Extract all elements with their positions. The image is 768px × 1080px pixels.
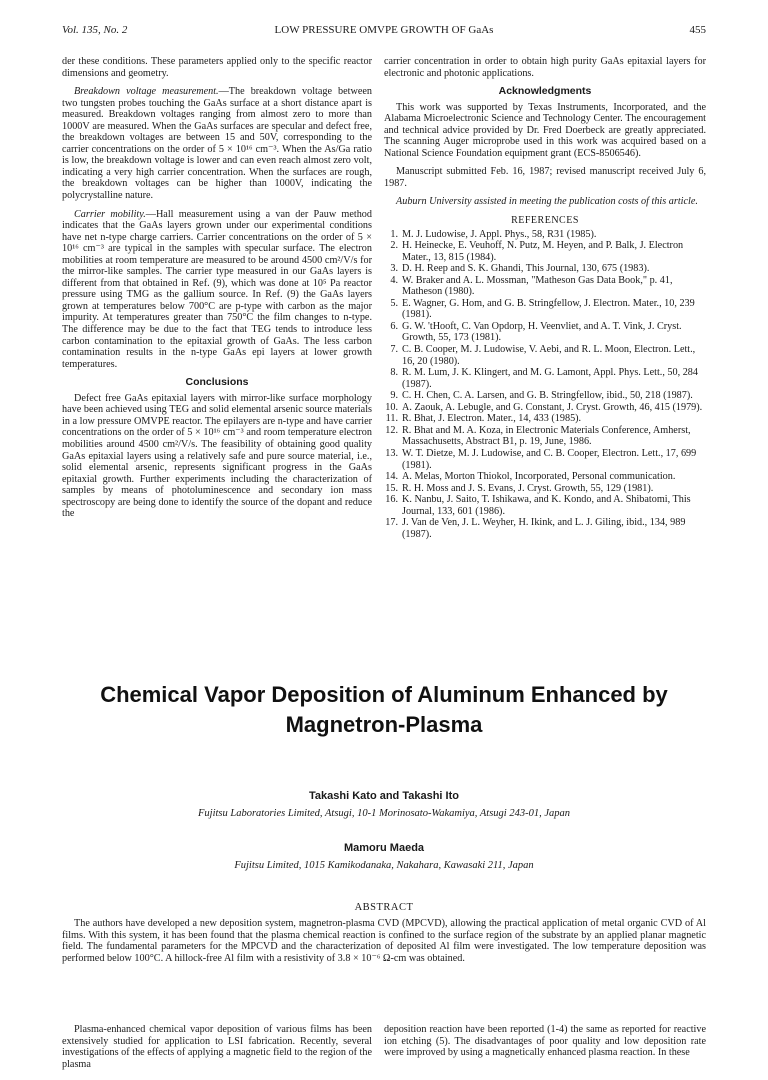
reference-number: 8. xyxy=(390,367,398,379)
reference-text: W. Braker and A. L. Mossman, "Matheson Gas Data Book," p. 41, Matheson (1980). xyxy=(402,274,673,298)
reference-text: R. M. Lum, J. K. Klingert, and M. G. Lamont, Appl. Phys. Lett., 50, 284 (1987). xyxy=(402,367,698,390)
reference-item xyxy=(384,390,706,402)
body-left-column xyxy=(62,1024,372,1077)
reference-item xyxy=(384,448,706,471)
reference-item xyxy=(384,471,706,483)
reference-item xyxy=(384,413,706,425)
reference-item xyxy=(384,517,706,540)
reference-number: 13. xyxy=(385,447,398,459)
reference-item xyxy=(384,240,706,263)
reference-number: 5. xyxy=(390,297,398,309)
reference-text: R. H. Moss and J. S. Evans, J. Cryst. Growth, 55, 129 (1981). xyxy=(402,482,654,494)
paragraph-text: —The breakdown voltage between two tungsten probes touching the GaAs surface at a short distance apart is measured. Breakdown voltages ranging from almost zero to more than 1000V are measured. When the GaAs surfaces are specular and defect free, the breakdown voltages are between 15 and 50V, corresponding to the carrier concentrations on the order of 5 × 10¹⁶ cm⁻³. When the As/Ga ratio is low, the breakdown voltage is lower and can even reach almost zero volt, indicating a very high carrier concentration. When the surfaces are rough, the breakdown voltages can be higher than 1000V, indicating the polycrystalline nature. xyxy=(62,86,372,202)
reference-text: G. W. 'tHooft, C. Van Opdorp, H. Veenvliet, and A. T. Vink, J. Cryst. Growth, 55, 173 (1981). xyxy=(402,320,682,344)
reference-text: K. Nanbu, J. Saito, T. Ishikawa, and K. Kondo, and A. Shibatomi, This Journal, 133, 601 (1986). xyxy=(402,494,691,517)
paragraph-breakdown xyxy=(62,86,372,201)
reference-item xyxy=(384,425,706,448)
acknowledgments-text: This work was supported by Texas Instruments, Incorporated, and the Alabama Microelectronic Science and Technology Center. The encouragement and technical advice provided by Dr. Fred Doerbeck are greatly appreciated. The scanning Auger microprobe used in this work was acquired based on a National Science Foundation equipment grant (ECS-8506546). xyxy=(384,101,706,159)
reference-number: 4. xyxy=(390,274,398,286)
reference-number: 15. xyxy=(385,482,398,494)
title-line: Chemical Vapor Deposition of Aluminum Enhanced by xyxy=(100,682,668,707)
reference-item xyxy=(384,321,706,344)
acknowledgments-heading: Acknowledgments xyxy=(498,85,592,98)
reference-item xyxy=(384,298,706,321)
reference-item xyxy=(384,229,706,241)
reference-text: A. Melas, Morton Thiokol, Incorporated, Personal communication. xyxy=(402,471,676,483)
paragraph: Defect free GaAs epitaxial layers with mirror-like surface morphology have been achieved using TEG and solid elemental arsenic source materials in a low pressure OMVPE reactor. The epilayers are n-type and have carrier concentrations on the order of 5 × 10¹⁶ cm⁻³ and room temperature electron mobilities around 4500 cm²/V/s. The feasibility of obtaining good quality GaAs epitaxial layers using a relatively safe and pure source material, i.e., solid elemental arsenic, represents significant progress in the GaAs epitaxial growth. Further experiments including the characterization of samples by means of photoluminescence and secondary ion mass spectroscopy are being done to identify the source of the dopant and reduce the xyxy=(62,392,372,520)
reference-item xyxy=(384,275,706,298)
reference-number: 9. xyxy=(390,390,398,402)
reference-text: J. Van de Ven, J. L. Weyher, H. Ikink, and L. J. Giling, ibid., 134, 989 (1987). xyxy=(402,517,686,540)
reference-number: 14. xyxy=(385,471,398,483)
reference-text: H. Heinecke, E. Veuhoff, N. Putz, M. Heyen, and P. Balk, J. Electron Mater., 13, 815 (1984). xyxy=(402,240,684,263)
reference-number: 7. xyxy=(390,344,398,356)
paragraph: carrier concentration in order to obtain high purity GaAs epitaxial layers for electronic and photonic applications. xyxy=(384,56,706,79)
body-right-column xyxy=(384,1024,706,1066)
affiliation-primary: Fujitsu Laboratories Limited, Atsugi, 10-1 Morinosato-Wakamiya, Atsugi 243-01, Japan xyxy=(198,808,570,819)
reference-text: C. H. Chen, C. A. Larsen, and G. B. Stringfellow, ibid., 50, 218 (1987). xyxy=(402,390,693,402)
reference-number: 3. xyxy=(390,263,398,275)
authors-secondary: Mamoru Maeda xyxy=(343,842,425,854)
authors-primary: Takashi Kato and Takashi Ito xyxy=(309,790,459,802)
right-column xyxy=(384,56,706,540)
reference-number: 2. xyxy=(390,240,398,252)
paragraph: Plasma-enhanced chemical vapor deposition of various films has been extensively studied for application to LSI fabrication. Recently, several investigations of the effects of applying a magnetic field to the region of the plasma xyxy=(62,1024,372,1070)
references-heading: REFERENCES xyxy=(511,215,579,227)
paragraph-mobility xyxy=(62,209,372,371)
reference-item xyxy=(384,367,706,390)
reference-number: 17. xyxy=(385,517,398,529)
running-header xyxy=(62,24,706,40)
manuscript-note: Manuscript submitted Feb. 16, 1987; revised manuscript received July 6, 1987. xyxy=(384,166,706,189)
paragraph-text: —Hall measurement using a van der Pauw method indicates that the GaAs layers grown under our experimental conditions have net n-type charge carriers. Carrier concentrations on the order of 5 × 10¹⁶ cm⁻³ are typical in the samples with specular surface. The electron mobilities at room temperature are measured to be around 4500 cm²/V/s for the mirror-like samples. The carrier type measured in our GaAs layers is different from that obtained in Ref. (9), which was done at 10⁵ Pa reactor pressure using TMG as the gallium source. In Ref. (9) the GaAs layers grown at temperatures below 700°C are p-type with carbon as the major impurity. At temperatures greater than 750°C the film changes to n-type. The difference may be due to the fact that TEG tends to introduce less carbon contamination to the epitaxial growth of GaAs. The less carbon contamination results in the n-type GaAs epi layers at lower growth temperatures. xyxy=(62,208,372,370)
left-column xyxy=(62,56,372,527)
references-list xyxy=(384,229,706,541)
affiliation-secondary: Fujitsu Limited, 1015 Kamikodanaka, Nakahara, Kawasaki 211, Japan xyxy=(234,860,534,871)
running-title: LOW PRESSURE OMVPE GROWTH OF GaAs xyxy=(274,24,494,36)
reference-item xyxy=(384,494,706,517)
reference-number: 6. xyxy=(390,320,398,332)
costs-note: Auburn University assisted in meeting the publication costs of this article. xyxy=(396,196,698,208)
reference-item xyxy=(384,483,706,495)
reference-item xyxy=(384,344,706,367)
reference-number: 16. xyxy=(385,494,398,506)
reference-text: W. T. Dietze, M. J. Ludowise, and C. B. Cooper, Electron. Lett., 17, 699 (1981). xyxy=(402,447,697,471)
reference-text: C. B. Cooper, M. J. Ludowise, V. Aebi, and R. L. Moon, Electron. Lett., 16, 20 (1980). xyxy=(402,344,696,367)
article-title xyxy=(62,680,706,740)
abstract-heading: ABSTRACT xyxy=(354,902,414,913)
reference-number: 10. xyxy=(385,401,398,413)
reference-item xyxy=(384,263,706,275)
reference-number: 11. xyxy=(385,413,398,425)
reference-text: M. J. Ludowise, J. Appl. Phys., 58, R31 (1985). xyxy=(402,228,597,240)
reference-text: R. Bhat and M. A. Koza, in Electronic Materials Conference, Amherst, Massachusetts, Abstract B1, p. 19, June, 1986. xyxy=(402,424,691,448)
conclusions-heading: Conclusions xyxy=(185,376,249,389)
reference-number: 12. xyxy=(385,424,398,436)
reference-item xyxy=(384,402,706,414)
page-number: 455 xyxy=(689,24,706,36)
reference-text: E. Wagner, G. Hom, and G. B. Stringfellow, J. Electron. Mater., 10, 239 (1981). xyxy=(402,297,695,321)
paragraph: deposition reaction have been reported (1-4) the same as reported for reactive ion etching (5). The disadvantages of poor quality and low deposition rate were improved by using a magnetically enhanced plasma reaction. In these xyxy=(384,1024,706,1059)
run-in-heading: Breakdown voltage measurement. xyxy=(74,86,219,98)
paragraph: der these conditions. These parameters applied only to the specific reactor dimensions and geometry. xyxy=(62,56,372,79)
reference-text: R. Bhat, J. Electron. Mater., 14, 433 (1985). xyxy=(402,413,582,425)
run-in-heading: Carrier mobility. xyxy=(74,208,146,220)
reference-text: D. H. Reep and S. K. Ghandi, This Journal, 130, 675 (1983). xyxy=(402,263,650,275)
reference-text: A. Zaouk, A. Lebugle, and G. Constant, J. Cryst. Growth, 46, 415 (1979). xyxy=(402,401,703,413)
journal-volume: Vol. 135, No. 2 xyxy=(62,24,128,36)
reference-number: 1. xyxy=(390,228,398,240)
title-line: Magnetron-Plasma xyxy=(285,712,483,737)
abstract-text: The authors have developed a new deposition system, magnetron-plasma CVD (MPCVD), allowing the practical application of metal organic CVD of Al films. With this system, it has been found that the plasma chemical reaction is confined to the surface region of the substrate by an applied planar magnetic field. The fundamental parameters for the MPCVD and the characterization of deposited Al film were investigated. The low temperature deposition was performed below 100°C. A hillock-free Al film with a resistivity of 3.8 × 10⁻⁶ Ω-cm was obtained. xyxy=(62,918,706,964)
